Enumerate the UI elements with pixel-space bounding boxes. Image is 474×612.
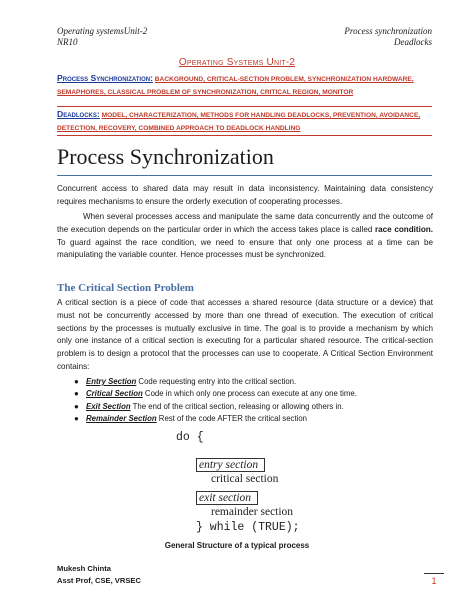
author-role: Asst Prof, CSE, VRSEC (57, 575, 141, 585)
bullet-term: Entry Section (86, 377, 137, 386)
syllabus-deadlocks (57, 108, 432, 135)
paragraph-intro: Concurrent access to shared data may result in data inconsistency. Maintaining data consistency requires mechanisms to ensure the orderly execution of cooperating processes. (57, 184, 433, 206)
bullet-text: Code in which only one process can execute at any one time. (142, 389, 357, 399)
syllabus-divider-2 (57, 135, 432, 136)
header-regulation: NR10 (57, 37, 78, 47)
code-critical: critical section (211, 473, 279, 485)
bullet-icon: ● (74, 377, 79, 386)
code-entry-line (196, 455, 265, 473)
title-underline (57, 175, 432, 176)
code-remainder: remainder section (211, 506, 294, 518)
bullet-term: Critical Section (86, 389, 143, 399)
race-text-1: When several processes access and manipulate the same data concurrently and the outcome of the execution depends on the particular order in which the access takes place is called (57, 212, 433, 234)
page-title: Process Synchronization (57, 144, 274, 169)
race-text-2: To guard against the race condition, we need to ensure that only one process at a time can be manipulating the variable counter. Hence processes must be synchronized. (57, 237, 433, 260)
list-item (74, 376, 436, 388)
syllabus-sync-items: BACKGROUND, CRITICAL-SECTION PROBLEM, SYNCHRONIZATION HARDWARE, SEMAPHORES, CLASSICAL PROBLEM OF SYNCHRONIZATION, CRITICAL REGION, MONITOR (57, 76, 414, 96)
figure-caption: General Structure of a typical process (164, 541, 310, 550)
paragraph-critical-section: A critical section is a piece of code that accesses a shared resource (data structure or a device) that must not be concurrently accessed by more than one thread of execution. The execution of critical sections by the processes is mutually exclusive in time. The goal is to provide a mechanism by which only one instance of a critical section is executing for a particular shared resource. The critical-section problem is to design a protocol that the processes can use to cooperate. A Critical Section Environment contains: (57, 298, 433, 371)
author-name: Mukesh Chinta (57, 564, 112, 573)
list-item (74, 388, 436, 400)
syllabus-deadlock-heading: Deadlocks: (57, 109, 100, 119)
section-heading: The Critical Section Problem (57, 282, 194, 294)
page-number-rule (424, 573, 444, 574)
header-subtopic: Deadlocks (394, 37, 432, 47)
footer-author (57, 563, 141, 586)
unit-title: Operating Systems Unit-2 (178, 57, 296, 68)
bullet-term: Remainder Section (86, 413, 157, 423)
syllabus-deadlock-items: MODEL, CHARACTERIZATION, METHODS FOR HANDLING DEADLOCKS, PREVENTION, AVOIDANCE, DETECTION, RECOVERY, COMBINED APPROACH TO DEADLOCK HANDLING (57, 112, 421, 132)
code-do: do { (176, 431, 204, 444)
syllabus-sync-heading: Process Synchronization: (57, 73, 153, 83)
paragraph-race-condition (57, 211, 433, 262)
header-left (57, 26, 147, 48)
race-condition-term: race condition. (375, 224, 433, 234)
bullet-text: Rest of the code AFTER the critical section (156, 413, 308, 423)
bullet-text: Code requesting entry into the critical section. (136, 377, 297, 386)
header-topic: Process synchronization (344, 26, 432, 36)
list-item (74, 413, 436, 425)
code-entry-box: entry section (196, 458, 265, 472)
page-number: 1 (431, 576, 437, 586)
code-while: } while (TRUE); (196, 521, 300, 534)
bullet-icon: ● (74, 413, 79, 423)
code-exit-box: exit section (196, 491, 258, 505)
header-right (344, 26, 432, 48)
list-item (74, 401, 436, 413)
header-course: Operating systemsUnit-2 (57, 26, 148, 36)
bullet-icon: ● (74, 401, 79, 411)
syllabus-synchronization (57, 72, 432, 99)
bullet-term: Exit Section (86, 401, 131, 411)
syllabus-divider (57, 106, 432, 107)
bullet-list (74, 376, 436, 425)
bullet-icon: ● (74, 389, 79, 399)
code-exit-line (196, 488, 258, 506)
bullet-text: The end of the critical section, releasing or allowing others in. (130, 401, 344, 411)
